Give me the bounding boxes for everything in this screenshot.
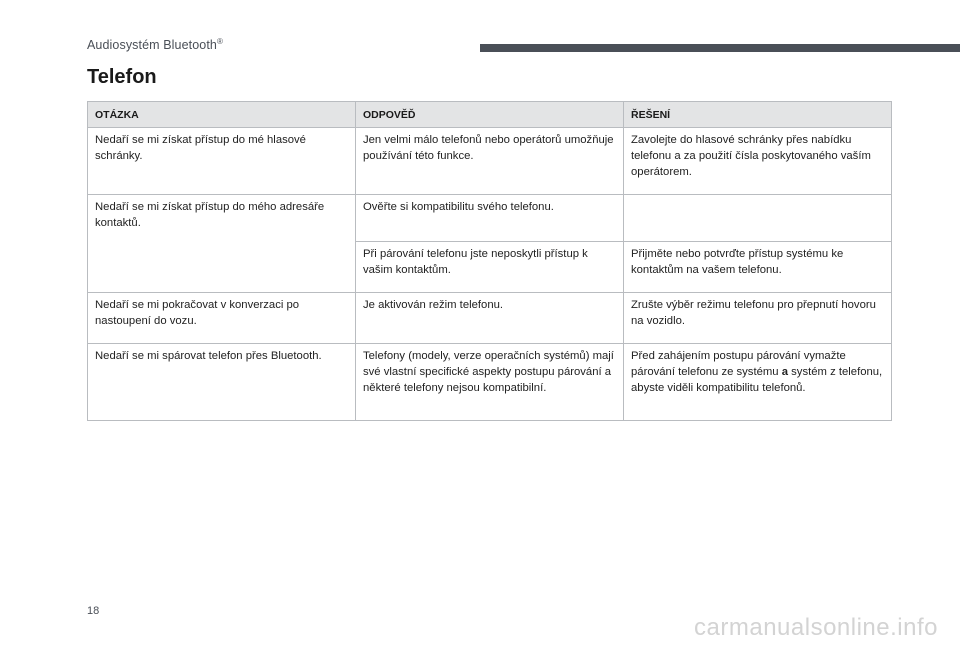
section-title: Telefon bbox=[87, 66, 157, 88]
column-header-question: OTÁZKA bbox=[88, 102, 356, 128]
table-row bbox=[88, 128, 892, 195]
answer-cell: Při párování telefonu jste neposkytli přístup k vašim kontaktům. bbox=[356, 242, 624, 293]
column-header-answer: ODPOVĚĎ bbox=[356, 102, 624, 128]
question-cell: Nedaří se mi pokračovat v konverzaci po nastoupení do vozu. bbox=[88, 293, 356, 344]
table-row bbox=[88, 195, 892, 242]
header-bar bbox=[480, 44, 960, 52]
header-title-text: Audiosystém Bluetooth bbox=[87, 38, 217, 53]
solution-cell: Zrušte výběr režimu telefonu pro přepnutí hovoru na vozidlo. bbox=[624, 293, 892, 344]
table-row bbox=[88, 344, 892, 421]
watermark: carmanualsonline.info bbox=[694, 614, 938, 641]
solution-text-post: systém z telefonu, abyste viděli kompatibilitu telefonů. bbox=[631, 366, 883, 394]
answer-cell: Je aktivován režim telefonu. bbox=[356, 293, 624, 344]
column-header-solution: ŘEŠENÍ bbox=[624, 102, 892, 128]
solution-cell bbox=[624, 195, 892, 242]
question-cell: Nedaří se mi spárovat telefon přes Bluetooth. bbox=[88, 344, 356, 421]
answer-cell: Ověřte si kompatibilitu svého telefonu. bbox=[356, 195, 624, 242]
table-header-row bbox=[88, 102, 892, 128]
solution-cell bbox=[624, 344, 892, 421]
solution-text-pre: Před zahájením postupu párování vymažte párování telefonu ze systému bbox=[631, 350, 846, 378]
registered-mark: ® bbox=[216, 37, 223, 46]
troubleshooting-table bbox=[87, 101, 892, 421]
table-row bbox=[88, 293, 892, 344]
solution-cell: Přijměte nebo potvrďte přístup systému ke kontaktům na vašem telefonu. bbox=[624, 242, 892, 293]
answer-cell: Jen velmi málo telefonů nebo operátorů umožňuje používání této funkce. bbox=[356, 128, 624, 195]
page-number: 18 bbox=[87, 605, 100, 617]
answer-cell: Telefony (modely, verze operačních systémů) mají své vlastní specifické aspekty postupu párování a některé telefony nejsou kompatibilní. bbox=[356, 344, 624, 421]
question-cell: Nedaří se mi získat přístup do mého adresáře kontaktů. bbox=[88, 195, 356, 293]
solution-text-bold: a bbox=[781, 366, 789, 378]
question-cell: Nedaří se mi získat přístup do mé hlasové schránky. bbox=[88, 128, 356, 195]
solution-cell: Zavolejte do hlasové schránky přes nabídku telefonu a za použití čísla poskytovaného vaším operátorem. bbox=[624, 128, 892, 195]
page-header-title bbox=[87, 37, 223, 52]
